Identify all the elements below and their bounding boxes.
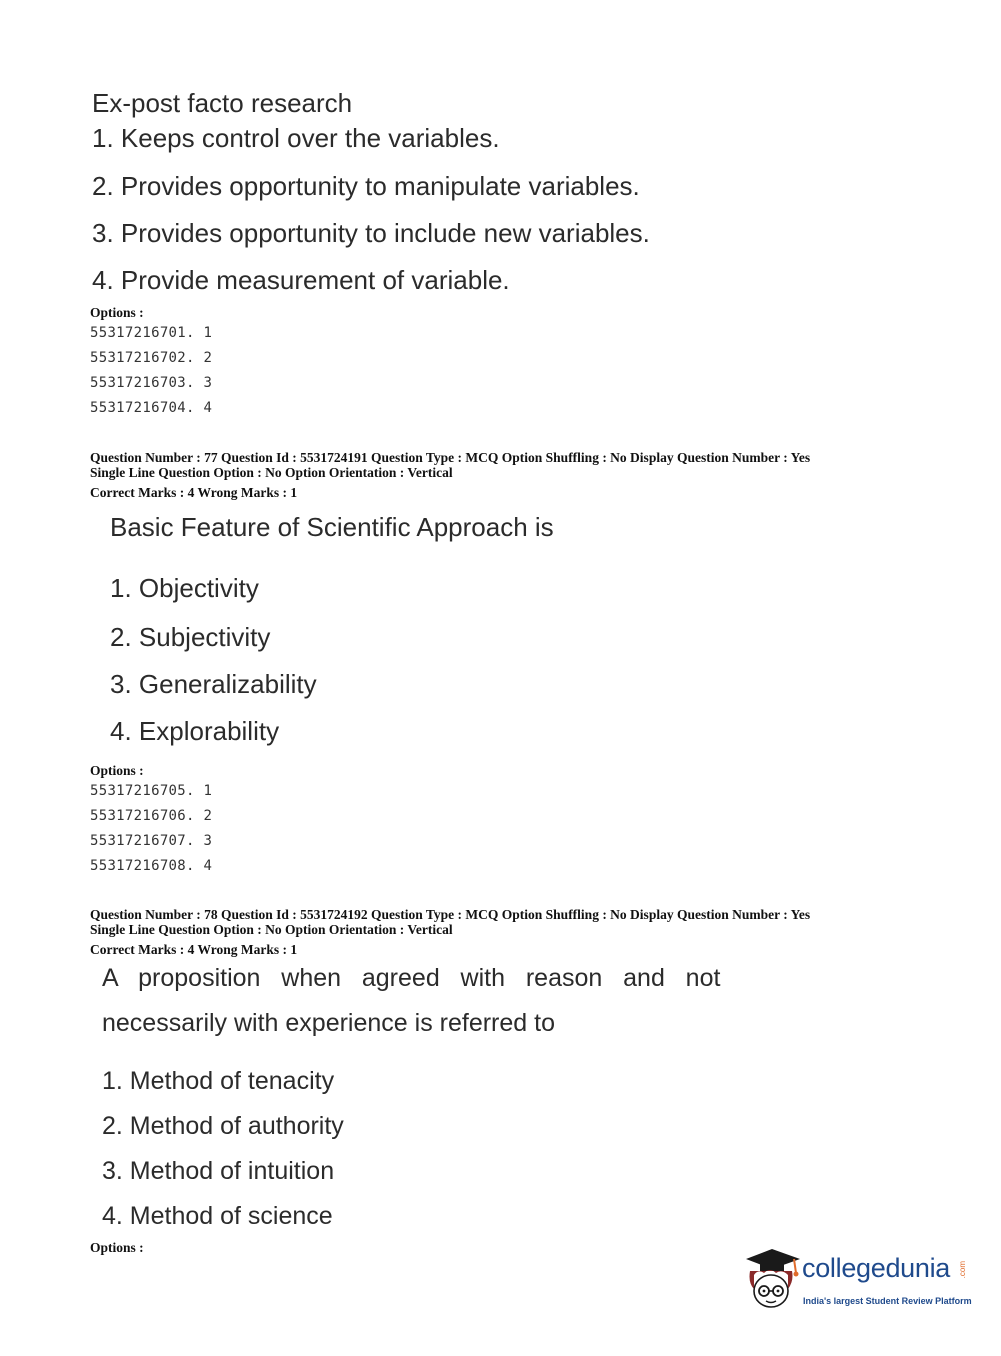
- q78-choice-4: 4. Method of science: [102, 1202, 333, 1230]
- q77-choice-1: 1. Objectivity: [110, 573, 259, 603]
- collegedunia-logo: [742, 1245, 972, 1315]
- logo-tagline: India's largest Student Review Platform: [803, 1296, 972, 1306]
- q78-marks: Correct Marks : 4 Wrong Marks : 1: [90, 942, 298, 957]
- q77-choice-3: 3. Generalizability: [110, 669, 317, 699]
- q77-choice-4: 4. Explorability: [110, 716, 280, 746]
- q76-choice-2: 2. Provides opportunity to manipulate variables.: [92, 171, 640, 201]
- q77-marks: Correct Marks : 4 Wrong Marks : 1: [90, 485, 298, 500]
- q78-title-line-1: A proposition when agreed with reason and not: [102, 964, 721, 992]
- q76-options-label: Options :: [90, 305, 144, 320]
- q78-title-line-2: necessarily with experience is referred to: [102, 1009, 555, 1037]
- q76-option-1: 55317216701. 1: [90, 325, 213, 341]
- q77-meta-line-2: Single Line Question Option : No Option Orientation : Vertical: [90, 465, 453, 480]
- q78-choice-3: 3. Method of intuition: [102, 1157, 335, 1185]
- q78-meta-line-1: Question Number : 78 Question Id : 5531724192 Question Type : MCQ Option Shuffling : No Display Question Number : Yes: [90, 907, 811, 922]
- q77-title: Basic Feature of Scientific Approach is: [110, 512, 554, 542]
- q76-choice-3: 3. Provides opportunity to include new variables.: [92, 218, 650, 248]
- q76-choice-1: 1. Keeps control over the variables.: [92, 123, 500, 153]
- q78-choice-1: 1. Method of tenacity: [102, 1067, 335, 1095]
- mascot-icon: [742, 1245, 804, 1311]
- q78-options-label: Options :: [90, 1240, 144, 1255]
- q77-option-3: 55317216707. 3: [90, 833, 213, 849]
- logo-wordmark: collegedunia: [802, 1253, 951, 1283]
- q76-option-3: 55317216703. 3: [90, 375, 213, 391]
- q76-option-4: 55317216704. 4: [90, 400, 213, 416]
- q76-option-2: 55317216702. 2: [90, 350, 213, 366]
- q77-choice-2: 2. Subjectivity: [110, 622, 271, 652]
- q77-option-1: 55317216705. 1: [90, 783, 213, 799]
- logo-domain: .com: [958, 1261, 967, 1279]
- q78-meta-line-2: Single Line Question Option : No Option Orientation : Vertical: [90, 922, 453, 937]
- q77-meta-line-1: Question Number : 77 Question Id : 5531724191 Question Type : MCQ Option Shuffling : No Display Question Number : Yes: [90, 450, 811, 465]
- q77-options-label: Options :: [90, 763, 144, 778]
- q77-option-4: 55317216708. 4: [90, 858, 213, 874]
- q76-choice-4: 4. Provide measurement of variable.: [92, 265, 510, 295]
- q77-option-2: 55317216706. 2: [90, 808, 213, 824]
- q78-choice-2: 2. Method of authority: [102, 1112, 344, 1140]
- q76-title: Ex-post facto research: [92, 88, 353, 118]
